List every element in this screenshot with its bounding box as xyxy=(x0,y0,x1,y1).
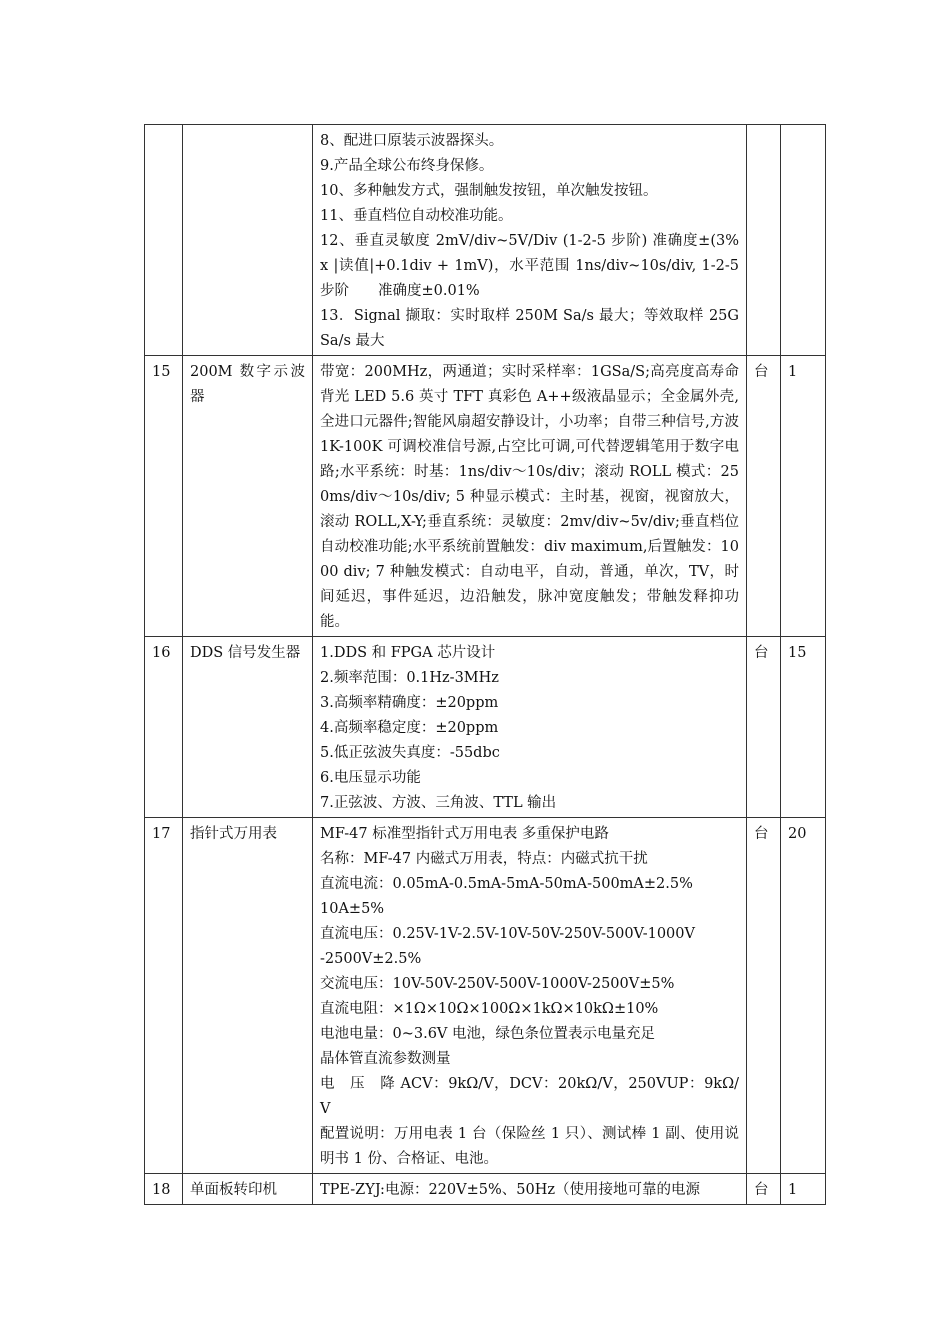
item-name: DDS 信号发生器 xyxy=(190,645,301,661)
item-number-cell xyxy=(145,125,183,356)
table-row xyxy=(145,637,826,818)
item-name-cell xyxy=(183,125,313,356)
table-row xyxy=(145,818,826,1174)
unit-cell: 台 xyxy=(747,637,781,818)
spec-line: 名称：MF-47 内磁式万用表，特点：内磁式抗干扰 xyxy=(320,851,648,867)
equipment-spec-table xyxy=(144,124,826,1205)
spec-line: 5.低正弦波失真度：-55dbc xyxy=(320,745,500,761)
item-name: 200M 数字示波器 xyxy=(190,364,305,405)
spec-line: 9.产品全球公布终身保修。 xyxy=(320,158,494,174)
spec-line: 交流电压：10V-50V-250V-500V-1000V-2500V±5% xyxy=(320,976,675,992)
item-spec-cell xyxy=(313,356,747,637)
quantity-cell: 15 xyxy=(781,637,826,818)
quantity-cell xyxy=(781,125,826,356)
item-number-cell: 16 xyxy=(145,637,183,818)
item-name: 单面板转印机 xyxy=(190,1182,277,1198)
spec-line: 6.电压显示功能 xyxy=(320,770,421,786)
spec-line: 13．Signal 撷取：实时取样 250M Sa/s 最大；等效取样 25G Sa/s 最大 xyxy=(320,308,739,349)
spec-line: 7.正弦波、方波、三角波、TTL 输出 xyxy=(320,795,557,811)
spec-line: TPE-ZYJ:电源：220V±5%、50Hz（使用接地可靠的电源 xyxy=(320,1182,700,1198)
item-name-cell xyxy=(183,818,313,1174)
spec-line: 8、配进口原装示波器探头。 xyxy=(320,133,504,149)
item-spec-cell xyxy=(313,1174,747,1205)
spec-line: MF-47 标准型指针式万用电表 多重保护电路 xyxy=(320,826,609,842)
unit-cell: 台 xyxy=(747,356,781,637)
item-name-cell xyxy=(183,356,313,637)
spec-line: 11、垂直档位自动校准功能。 xyxy=(320,208,513,224)
spec-line: 10、多种触发方式，强制触发按钮，单次触发按钮。 xyxy=(320,183,658,199)
item-spec-cell xyxy=(313,818,747,1174)
quantity-cell: 1 xyxy=(781,356,826,637)
item-spec-cell xyxy=(313,125,747,356)
spec-line: 10A±5% xyxy=(320,901,385,917)
item-number-cell: 17 xyxy=(145,818,183,1174)
spec-line: 晶体管直流参数测量 xyxy=(320,1051,451,1067)
spec-line: 电 压 降 ACV：9kΩ/V，DCV：20kΩ/V，250VUP：9kΩ/V xyxy=(320,1076,739,1117)
item-number-cell: 15 xyxy=(145,356,183,637)
spec-line: 电池电量：0~3.6V 电池，绿色条位置表示电量充足 xyxy=(320,1026,656,1042)
spec-line: 直流电阻：×1Ω×10Ω×100Ω×1kΩ×10kΩ±10% xyxy=(320,1001,659,1017)
spec-line: 带宽：200MHz，两通道；实时采样率：1GSa/S;高亮度高寿命背光 LED 5.6 英寸 TFT 真彩色 A++级液晶显示；全金属外壳,全进口元器件;智能风扇超安静设计，小功率；自带三种信号,方波 1K-100K 可调校准信号源,占空比可调,可代替逻辑笔用于数字电路;水平系统：时基：1ns/div～10s/div；滚动 ROLL 模式：250ms/div～10s/div; 5 种显示模式：主时基，视窗，视窗放大，滚动 ROLL,X-Y;垂直系统：灵敏度：2mv/div~5v/div;垂直档位自动校准功能;水平系统前置触发：div maximum,后置触发：1000 div; 7 种触发模式：自动电平，自动，普通，单次，TV，时间延迟，事件延迟，边沿触发，脉冲宽度触发；带触发释抑功能。 xyxy=(320,364,739,630)
unit-cell: 台 xyxy=(747,818,781,1174)
unit-cell xyxy=(747,125,781,356)
quantity-cell: 1 xyxy=(781,1174,826,1205)
spec-table-body xyxy=(145,125,826,1205)
item-name-cell xyxy=(183,1174,313,1205)
unit-cell: 台 xyxy=(747,1174,781,1205)
table-row xyxy=(145,356,826,637)
spec-line: 12、垂直灵敏度 2mV/div~5V/Div (1-2-5 步阶) 准确度±(3% x |读值|+0.1div + 1mV)，水平范围 1ns/div~10s/div, 1-2-5 步阶 准确度±0.01% xyxy=(320,233,739,299)
table-row xyxy=(145,1174,826,1205)
spec-line: 配置说明：万用电表 1 台（保险丝 1 只）、测试棒 1 副、使用说明书 1 份、合格证、电池。 xyxy=(320,1126,739,1167)
item-name: 指针式万用表 xyxy=(190,826,277,842)
table-row xyxy=(145,125,826,356)
spec-line: 直流电流：0.05mA-0.5mA-5mA-50mA-500mA±2.5% xyxy=(320,876,693,892)
item-spec-cell xyxy=(313,637,747,818)
spec-line: -2500V±2.5% xyxy=(320,951,422,967)
spec-line: 3.高频率精确度：±20ppm xyxy=(320,695,499,711)
spec-line: 直流电压：0.25V-1V-2.5V-10V-50V-250V-500V-1000V xyxy=(320,926,695,942)
item-number-cell: 18 xyxy=(145,1174,183,1205)
spec-line: 1.DDS 和 FPGA 芯片设计 xyxy=(320,645,496,661)
quantity-cell: 20 xyxy=(781,818,826,1174)
item-name-cell xyxy=(183,637,313,818)
spec-line: 2.频率范围：0.1Hz-3MHz xyxy=(320,670,499,686)
spec-line: 4.高频率稳定度：±20ppm xyxy=(320,720,499,736)
